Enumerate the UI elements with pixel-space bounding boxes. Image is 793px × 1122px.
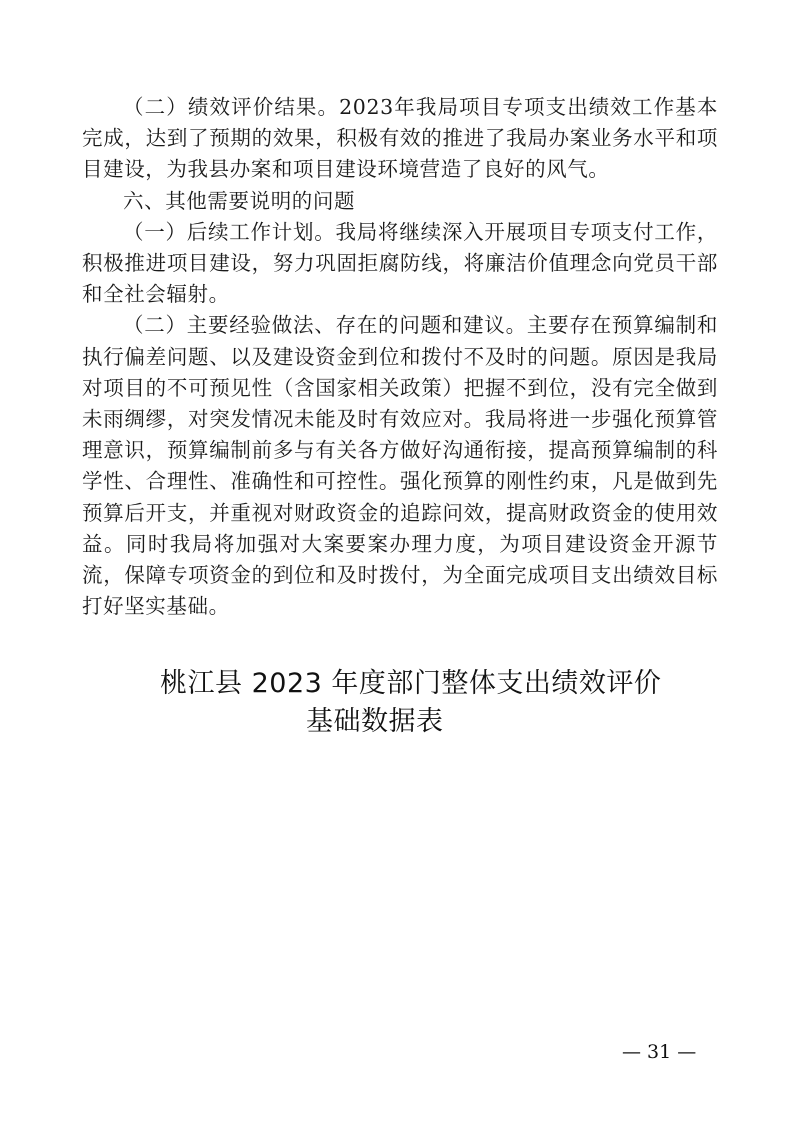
section-heading-other-issues: 六、其他需要说明的问题 bbox=[123, 188, 356, 213]
body-text bbox=[82, 92, 718, 622]
paragraph-follow-up-plan: （一）后续工作计划。我局将继续深入开展项目专项支付工作，积极推进项目建设，努力巩固拒腐防线，将廉洁价值理念向党员干部和全社会辐射。 bbox=[82, 219, 718, 307]
table-title-line-1: 桃江县 2023 年度部门整体支出绩效评价 bbox=[160, 668, 662, 699]
paragraph-evaluation-result: （二）绩效评价结果。2023年我局项目专项支出绩效工作基本完成，达到了预期的效果，积极有效的推进了我局办案业务水平和项目建设，为我县办案和项目建设环境营造了良好的风气。 bbox=[82, 95, 718, 182]
table-title-line-2: 基础数据表 bbox=[306, 706, 444, 737]
paragraph-experience-issues-suggestions: （二）主要经验做法、存在的问题和建议。主要存在预算编制和执行偏差问题、以及建设资金到位和拨付不及时的问题。原因是我局对项目的不可预见性（含国家相关政策）把握不到位，没有完全做到未雨绸缪，对突发情况未能及时有效应对。我局将进一步强化预算管理意识，预算编制前多与有关各方做好沟通衔接，提高预算编制的科学性、合理性、准确性和可控性。强化预算的刚性约束，凡是做到先预算后开支，并重视对财政资金的追踪问效，提高财政资金的使用效益。同时我局将加强对大案要案办理力度，为项目建设资金开源节流，保障专项资金的到位和及时拨付，为全面完成项目支出绩效目标打好坚实基础。 bbox=[82, 313, 718, 619]
page-number: — 31 — bbox=[622, 1041, 697, 1063]
